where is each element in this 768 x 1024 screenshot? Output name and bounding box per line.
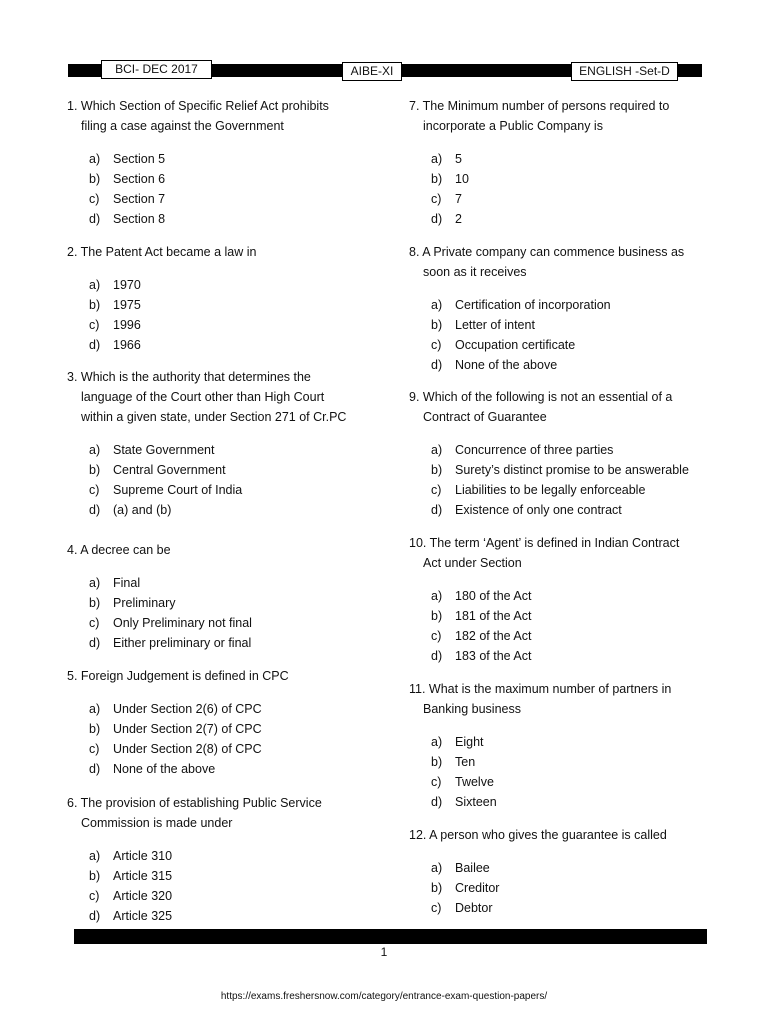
question-12 xyxy=(409,825,709,918)
option-item xyxy=(431,480,709,500)
option-text: 1970 xyxy=(113,278,141,292)
option-letter: d) xyxy=(431,358,443,372)
option-item xyxy=(89,633,387,653)
option-text: 1996 xyxy=(113,318,141,332)
option-text: Either preliminary or final xyxy=(113,636,252,650)
option-list xyxy=(89,275,387,355)
option-item xyxy=(89,315,387,335)
option-letter: c) xyxy=(89,483,100,497)
option-letter: c) xyxy=(89,742,100,756)
option-text: Bailee xyxy=(455,861,490,875)
option-list xyxy=(431,858,709,918)
option-item xyxy=(431,460,709,480)
question-text xyxy=(67,367,387,427)
option-text: Article 310 xyxy=(113,849,173,863)
question-line: Contract of Guarantee xyxy=(423,410,547,424)
option-item xyxy=(89,573,387,593)
option-letter: b) xyxy=(89,722,101,736)
option-item xyxy=(431,586,709,606)
option-text: Certification of incorporation xyxy=(455,298,611,312)
question-line: 12. A person who gives the guarantee is called xyxy=(409,828,667,842)
option-list xyxy=(431,295,709,375)
option-item xyxy=(431,732,709,752)
option-letter: b) xyxy=(431,755,443,769)
question-line: 7. The Minimum number of persons required to xyxy=(409,99,670,113)
option-text: 7 xyxy=(455,192,462,206)
option-item xyxy=(89,719,387,739)
option-list xyxy=(89,573,387,653)
option-item xyxy=(431,752,709,772)
option-item xyxy=(89,209,387,229)
question-line: language of the Court other than High Court xyxy=(81,390,325,404)
option-letter: a) xyxy=(89,576,101,590)
option-letter: d) xyxy=(89,212,101,226)
option-text: Ten xyxy=(455,755,476,769)
question-line: incorporate a Public Company is xyxy=(423,119,603,133)
option-item xyxy=(431,440,709,460)
option-letter: a) xyxy=(89,152,101,166)
option-text: 10 xyxy=(455,172,469,186)
question-text xyxy=(67,96,387,136)
option-item xyxy=(431,606,709,626)
question-8 xyxy=(409,242,709,375)
option-text: Final xyxy=(113,576,141,590)
option-item xyxy=(431,315,709,335)
option-text: Article 315 xyxy=(113,869,173,883)
option-text: Section 5 xyxy=(113,152,166,166)
option-letter: d) xyxy=(89,909,101,923)
option-item xyxy=(431,209,709,229)
question-3 xyxy=(67,367,387,520)
option-text: Under Section 2(8) of CPC xyxy=(113,742,262,756)
header-right-label: ENGLISH -Set-D xyxy=(571,62,678,81)
question-text xyxy=(67,666,387,686)
option-list xyxy=(431,440,709,520)
question-line: 3. Which is the authority that determines the xyxy=(67,370,311,384)
option-text: Creditor xyxy=(455,881,500,895)
question-7 xyxy=(409,96,709,229)
question-line: Act under Section xyxy=(423,556,522,570)
option-letter: c) xyxy=(89,318,100,332)
option-list xyxy=(89,440,387,520)
question-line: 4. A decree can be xyxy=(67,543,171,557)
option-letter: a) xyxy=(431,298,443,312)
option-text: Letter of intent xyxy=(455,318,535,332)
header-left-label: BCI- DEC 2017 xyxy=(101,60,212,79)
question-text xyxy=(67,540,387,560)
option-letter: a) xyxy=(89,443,101,457)
option-item xyxy=(431,626,709,646)
option-letter: d) xyxy=(431,649,443,663)
option-letter: b) xyxy=(89,463,101,477)
option-text: Only Preliminary not final xyxy=(113,616,252,630)
question-text xyxy=(67,242,387,262)
option-text: Liabilities to be legally enforceable xyxy=(455,483,646,497)
option-text: None of the above xyxy=(113,762,216,776)
option-list xyxy=(89,699,387,779)
option-list xyxy=(431,586,709,666)
option-item xyxy=(89,699,387,719)
option-item xyxy=(89,846,387,866)
option-letter: a) xyxy=(431,589,443,603)
option-letter: d) xyxy=(431,212,443,226)
option-item xyxy=(431,149,709,169)
question-text xyxy=(409,96,709,136)
option-text: 182 of the Act xyxy=(455,629,532,643)
page-number: 1 xyxy=(380,945,388,959)
question-line: Banking business xyxy=(423,702,521,716)
option-item xyxy=(431,646,709,666)
option-letter: c) xyxy=(431,192,442,206)
option-letter: d) xyxy=(89,636,101,650)
question-1 xyxy=(67,96,387,229)
option-text: Eight xyxy=(455,735,484,749)
question-line: 5. Foreign Judgement is defined in CPC xyxy=(67,669,289,683)
option-item xyxy=(431,169,709,189)
option-text: 183 of the Act xyxy=(455,649,532,663)
question-line: 1. Which Section of Specific Relief Act prohibits xyxy=(67,99,329,113)
question-4 xyxy=(67,540,387,653)
option-item xyxy=(431,295,709,315)
option-letter: b) xyxy=(89,596,101,610)
question-6 xyxy=(67,793,387,926)
option-letter: c) xyxy=(89,192,100,206)
option-letter: d) xyxy=(89,762,101,776)
option-letter: a) xyxy=(431,735,443,749)
option-item xyxy=(431,335,709,355)
option-item xyxy=(89,906,387,926)
question-line: 11. What is the maximum number of partners in xyxy=(409,682,672,696)
question-line: soon as it receives xyxy=(423,265,527,279)
option-letter: a) xyxy=(431,443,443,457)
option-text: Twelve xyxy=(455,775,494,789)
option-text: Section 8 xyxy=(113,212,166,226)
option-item xyxy=(89,500,387,520)
option-list xyxy=(89,846,387,926)
option-item xyxy=(89,335,387,355)
option-text: Existence of only one contract xyxy=(455,503,622,517)
footer-bar xyxy=(74,929,707,944)
option-letter: c) xyxy=(431,483,442,497)
option-text: Concurrence of three parties xyxy=(455,443,614,457)
option-text: Under Section 2(6) of CPC xyxy=(113,702,262,716)
option-letter: b) xyxy=(431,463,443,477)
option-letter: d) xyxy=(89,503,101,517)
option-letter: b) xyxy=(431,609,443,623)
option-item xyxy=(89,295,387,315)
question-line: Commission is made under xyxy=(81,816,233,830)
question-line: within a given state, under Section 271 of Cr.PC xyxy=(81,410,347,424)
option-letter: c) xyxy=(89,889,100,903)
option-item xyxy=(431,858,709,878)
question-text xyxy=(409,387,709,427)
option-item xyxy=(89,149,387,169)
option-text: State Government xyxy=(113,443,215,457)
option-item xyxy=(89,480,387,500)
option-item xyxy=(431,878,709,898)
option-item xyxy=(89,189,387,209)
question-line: 10. The term ‘Agent’ is defined in Indian Contract xyxy=(409,536,680,550)
source-url[interactable]: https://exams.freshersnow.com/category/entrance-exam-question-papers/ xyxy=(220,991,548,1002)
option-item xyxy=(431,355,709,375)
option-letter: b) xyxy=(431,881,443,895)
question-line: filing a case against the Government xyxy=(81,119,284,133)
question-line: 9. Which of the following is not an essential of a xyxy=(409,390,673,404)
question-11 xyxy=(409,679,709,812)
question-line: 2. The Patent Act became a law in xyxy=(67,245,257,259)
option-item xyxy=(431,772,709,792)
question-line: 6. The provision of establishing Public Service xyxy=(67,796,322,810)
option-item xyxy=(89,759,387,779)
option-list xyxy=(89,149,387,229)
option-text: 181 of the Act xyxy=(455,609,532,623)
question-text xyxy=(409,242,709,282)
question-text xyxy=(409,533,709,573)
option-letter: d) xyxy=(431,795,443,809)
question-9 xyxy=(409,387,709,520)
option-item xyxy=(431,792,709,812)
option-letter: b) xyxy=(431,318,443,332)
question-5 xyxy=(67,666,387,779)
option-letter: c) xyxy=(89,616,100,630)
option-text: Occupation certificate xyxy=(455,338,576,352)
option-text: Debtor xyxy=(455,901,493,915)
option-item xyxy=(89,739,387,759)
option-text: 2 xyxy=(455,212,462,226)
option-letter: c) xyxy=(431,338,442,352)
option-text: 1966 xyxy=(113,338,141,352)
option-text: 5 xyxy=(455,152,462,166)
option-text: Article 325 xyxy=(113,909,173,923)
option-item xyxy=(89,593,387,613)
option-letter: d) xyxy=(89,338,101,352)
option-item xyxy=(89,440,387,460)
option-text: Under Section 2(7) of CPC xyxy=(113,722,262,736)
question-text xyxy=(67,793,387,833)
option-letter: b) xyxy=(89,172,101,186)
option-letter: a) xyxy=(89,849,101,863)
option-text: Article 320 xyxy=(113,889,173,903)
option-letter: c) xyxy=(431,775,442,789)
option-item xyxy=(89,275,387,295)
option-text: Section 7 xyxy=(113,192,166,206)
option-item xyxy=(89,866,387,886)
option-letter: b) xyxy=(431,172,443,186)
option-item xyxy=(89,613,387,633)
option-letter: a) xyxy=(89,278,101,292)
option-text: 1975 xyxy=(113,298,141,312)
option-text: Preliminary xyxy=(113,596,176,610)
option-text: 180 of the Act xyxy=(455,589,532,603)
option-text: None of the above xyxy=(455,358,558,372)
option-letter: b) xyxy=(89,298,101,312)
option-item xyxy=(89,169,387,189)
question-10 xyxy=(409,533,709,666)
option-letter: a) xyxy=(89,702,101,716)
option-item xyxy=(431,500,709,520)
option-item xyxy=(89,460,387,480)
option-letter: a) xyxy=(431,152,443,166)
option-text: Sixteen xyxy=(455,795,497,809)
question-text xyxy=(409,679,709,719)
option-letter: c) xyxy=(431,901,442,915)
option-item xyxy=(89,886,387,906)
question-line: 8. A Private company can commence business as xyxy=(409,245,685,259)
option-letter: d) xyxy=(431,503,443,517)
option-letter: b) xyxy=(89,869,101,883)
option-item xyxy=(431,189,709,209)
option-letter: a) xyxy=(431,861,443,875)
option-text: Section 6 xyxy=(113,172,166,186)
option-item xyxy=(431,898,709,918)
option-text: Central Government xyxy=(113,463,226,477)
option-list xyxy=(431,149,709,229)
option-text: Supreme Court of India xyxy=(113,483,243,497)
option-letter: c) xyxy=(431,629,442,643)
option-text: Surety’s distinct promise to be answerable xyxy=(455,463,689,477)
option-text: (a) and (b) xyxy=(113,503,172,517)
option-list xyxy=(431,732,709,812)
question-text xyxy=(409,825,709,845)
question-2 xyxy=(67,242,387,355)
header-center-label: AIBE-XI xyxy=(342,62,402,81)
